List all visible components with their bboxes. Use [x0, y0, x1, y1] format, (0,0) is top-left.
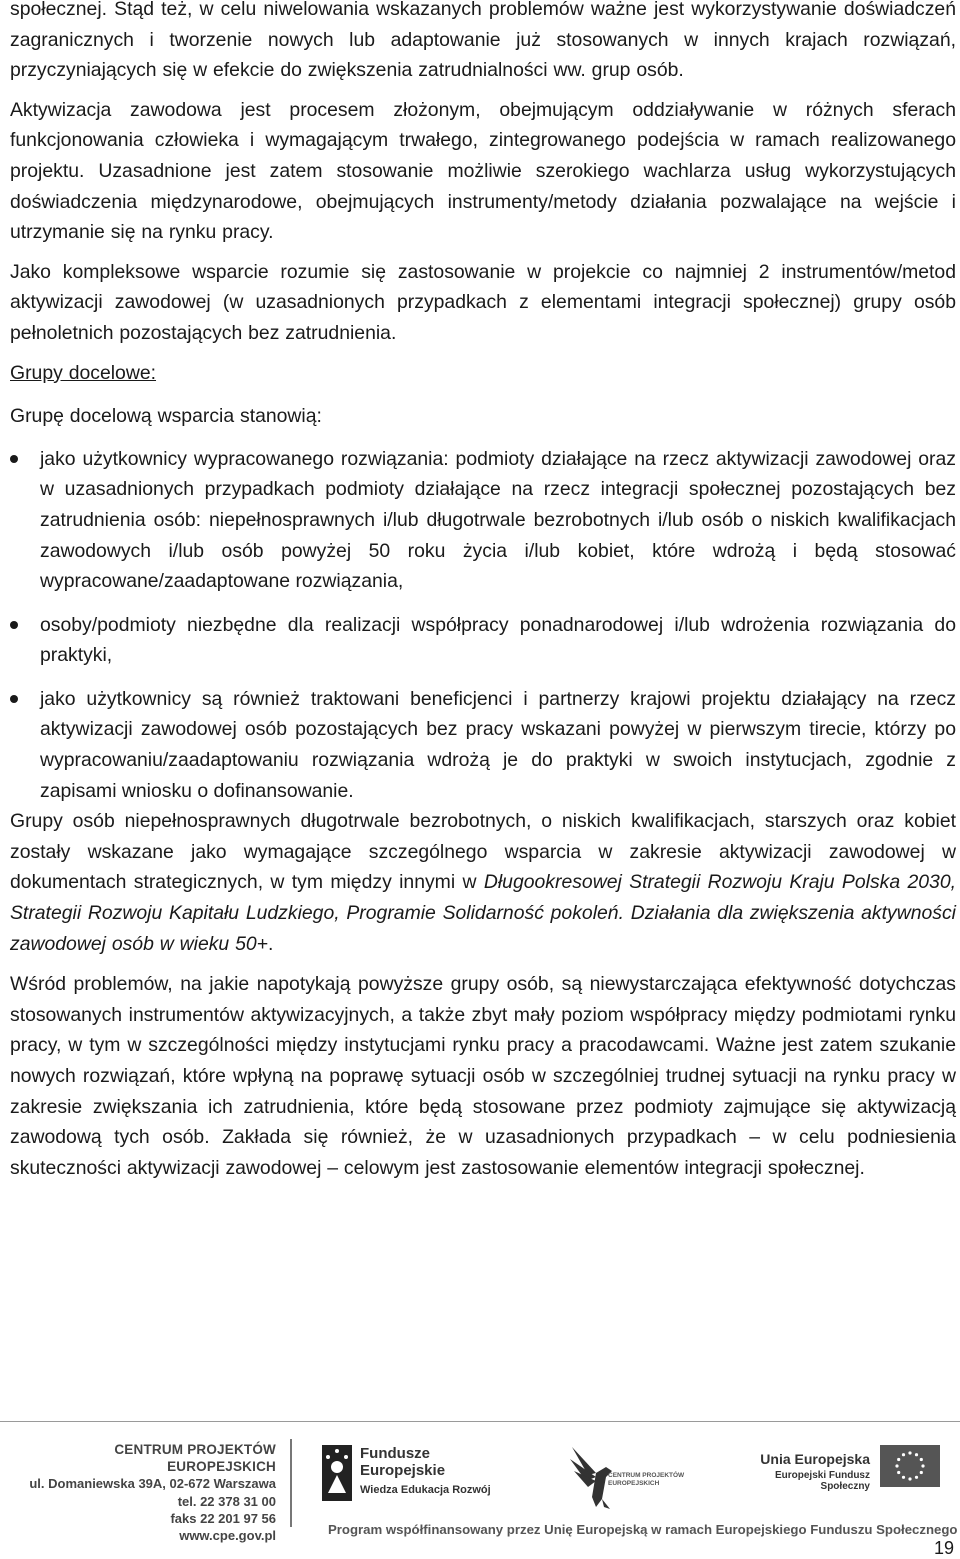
paragraph	[10, 806, 956, 959]
paragraph: Grupę docelową wsparcia stanowią:	[10, 405, 322, 428]
footer-vertical-divider	[290, 1439, 292, 1527]
strategy-documents-italic: Długookresowej Strategii Rozwoju Kraju Polska 2030, Strategii Rozwoju Kapitału Ludzkiego, Programie Solidarność pokoleń. Działania dla zwiększenia aktywności zawodowej osób w wieku 50+	[10, 871, 956, 955]
bullet-icon	[10, 695, 18, 703]
cpe-small-logo-text	[608, 1472, 688, 1487]
cpe-address: ul. Domaniewska 39A, 02-672 Warszawa	[29, 1476, 276, 1492]
list-item	[10, 610, 956, 671]
program-cofinancing-text: Program współfinansowany przez Unię Europejską w ramach Europejskiego Funduszu Społecznego	[328, 1522, 958, 1537]
bullet-list	[10, 444, 956, 807]
paragraph: społecznej. Stąd też, w celu niwelowania wskazanych problemów ważne jest wykorzystywanie doświadczeń zagranicznych i tworzenie nowych lub adaptowanie już stosowanych w innych krajach rozwiązań, przyczyniających się w efekcie do zwiększenia zatrudnialności ww. grup osób.	[10, 0, 956, 82]
list-item	[10, 444, 956, 597]
paragraph: Aktywizacja zawodowa jest procesem złożonym, obejmującym oddziaływanie w różnych sferach funkcjonowania człowieka i wymagającym trwałego, zintegrowanego podejścia w ramach realizowanego projektu. Uzasadnione jest zatem stosowanie możliwie szerokiego wachlarza usług wykorzystujących doświadczenia międzynarodowe, obejmujących instrumenty/metody działania pozwalające na wejście i utrzymanie się na rynku pracy.	[10, 98, 956, 244]
fe-subtitle: Wiedza Edukacja Rozwój	[360, 1484, 491, 1496]
bullet-icon	[10, 455, 18, 463]
fundusze-europejskie-text	[360, 1445, 491, 1499]
footer-divider	[0, 1421, 960, 1422]
ue-title: Unia Europejska	[760, 1451, 870, 1467]
list-item	[10, 684, 956, 806]
ue-subtitle: Europejski Fundusz Społeczny	[774, 1470, 870, 1492]
list-item-text: jako użytkownicy są również traktowani beneficjenci i partnerzy krajowi projektu działający na rzecz aktywizacji zawodowej osób pozostających bez pracy wskazani powyżej w pierwszym tirecie, którzy po wypracowaniu/zaadaptowaniu rozwiązania wdrożą je do praktyki w swoich instytucjach, zgodnie z zapisami wniosku o dofinansowanie.	[40, 687, 956, 802]
cpe-name: CENTRUM PROJEKTÓW EUROPEJSKICH	[114, 1442, 276, 1475]
document-body	[10, 0, 956, 1183]
list-item-text: jako użytkownicy wypracowanego rozwiązania: podmioty działające na rzecz aktywizacji zawodowej oraz w uzasadnionych przypadkach podmioty działające na rzecz integracji społecznej pozostających bez zatrudnienia osób: niepełnosprawnych i/lub długotrwale bezrobotnych i/lub osób o niskich kwalifikacjach zawodowych i/lub osób powyżej 50 roku życia i/lub kobiet, które wdrożą i będą stosować wypracowane/zaadaptowane rozwiązania,	[40, 447, 956, 593]
cpe-tel: tel. 22 378 31 00	[177, 1493, 276, 1509]
cpe-small-line-2: EUROPEJSKICH	[608, 1479, 660, 1487]
ue-text	[740, 1451, 870, 1492]
cpe-fax: faks 22 201 97 56	[170, 1510, 276, 1526]
paragraph-end: .	[268, 932, 274, 955]
list-item-text: osoby/podmioty niezbędne dla realizacji współpracy ponadnarodowej i/lub wdrożenia rozwiązania do praktyki,	[40, 613, 956, 667]
bullet-icon	[10, 621, 18, 629]
section-heading: Grupy docelowe:	[10, 361, 157, 384]
paragraph: Jako kompleksowe wsparcie rozumie się zastosowanie w projekcie co najmniej 2 instrumentów/metod aktywizacji zawodowej (w uzasadnionych przypadkach z elementami integracji społecznej) grupy osób pełnoletnich pozostających bez zatrudnienia.	[10, 260, 956, 344]
eu-flag-icon	[880, 1445, 940, 1487]
page-number: 19	[933, 1538, 954, 1558]
fe-title-line-2: Europejskie	[360, 1462, 446, 1479]
cpe-website: www.cpe.gov.pl	[179, 1528, 276, 1544]
cpe-contact-block	[14, 1441, 276, 1544]
fe-title-line-1: Fundusze	[360, 1445, 430, 1462]
paragraph: Wśród problemów, na jakie napotykają powyższe grupy osób, są niewystarczająca efektywność dotychczas stosowanych instrumentów aktywizacyjnych, a także zbyt mały poziom współpracy między podmiotami rynku pracy, w tym w szczególności między instytucjami rynku pracy a pracodawcami. Ważne jest zatem szukanie nowych rozwiązań, które wpłyną na poprawę sytuacji osób w szczególniej trudnej sytuacji na rynku pracy w zakresie zwiększania ich zatrudnienia, które będą stosowane przez podmioty zajmujące się aktywizacją zawodową tych osób. Zakłada się również, że w uzasadnionych przypadkach – w celu podniesienia skuteczności aktywizacji zawodowej – celowym jest zastosowanie elementów integracji społecznej.	[10, 973, 956, 1179]
page-footer	[0, 1425, 960, 1544]
paragraph-text: Grupy osób niepełnosprawnych długotrwale bezrobotnych, o niskich kwalifikacjach, starszych oraz kobiet zostały wskazane jako wymagające szczególnego wsparcia w zakresie aktywizacji zawodowej w dokumentach strategicznych, w tym między innymi w	[10, 810, 956, 894]
cpe-small-line-1: CENTRUM PROJEKTÓW	[608, 1472, 685, 1479]
